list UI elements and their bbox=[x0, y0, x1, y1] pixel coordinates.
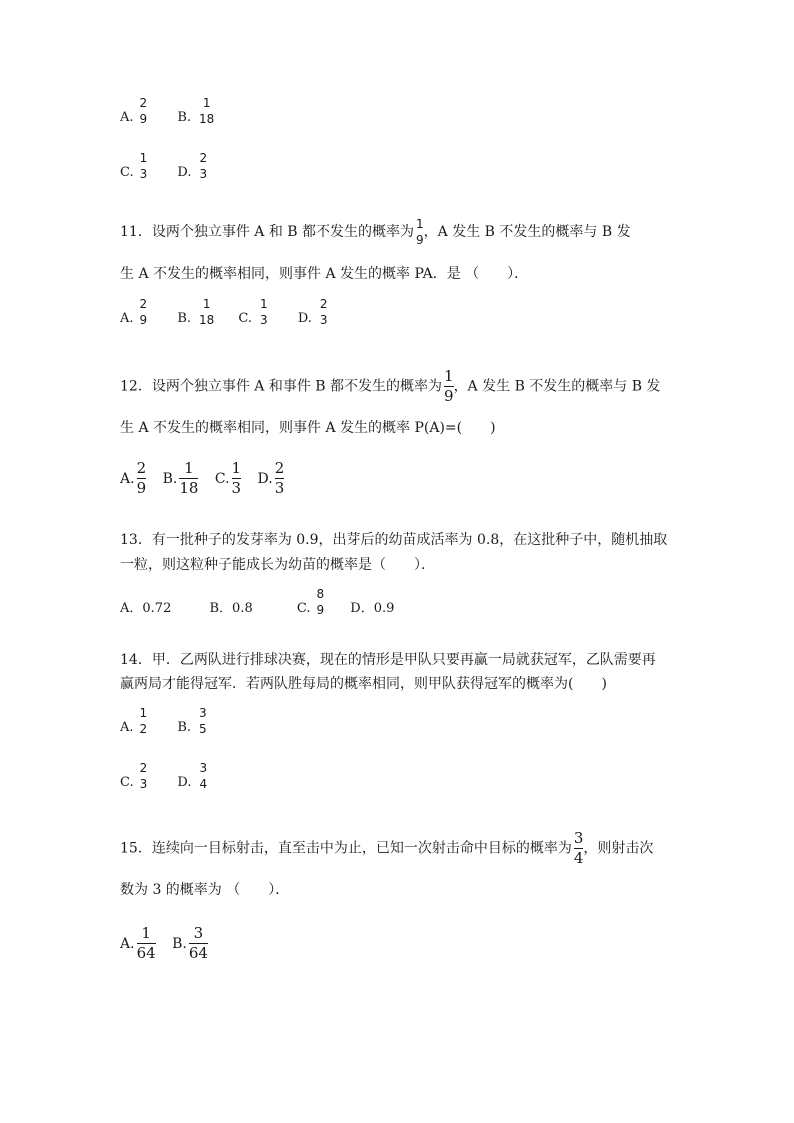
q13-option-b: B．0.8 bbox=[209, 601, 253, 616]
fraction: 1 18 bbox=[199, 297, 215, 327]
q10-options-row1 bbox=[120, 97, 214, 141]
q13-options bbox=[120, 588, 394, 632]
fraction: 1 18 bbox=[199, 96, 215, 126]
q14-option-b: B. 3 5 bbox=[177, 706, 207, 736]
q15-stem-line2: 数为 3 的概率为 （ ）． bbox=[120, 882, 290, 898]
q13-option-a: A．0.72 bbox=[120, 601, 172, 616]
q14-options-row1 bbox=[120, 707, 207, 751]
q13-option-d: D．0.9 bbox=[350, 601, 395, 616]
q14-stem-line2: 赢两局才能得冠军．若两队胜每局的概率相同，则甲队获得冠军的概率为( ) bbox=[120, 676, 607, 692]
fraction: 1 2 bbox=[139, 706, 148, 736]
q14-option-a: A. 1 2 bbox=[120, 706, 148, 736]
q15-option-b: B. $\frac{3}{64}$ bbox=[172, 924, 208, 962]
fraction: 1 3 bbox=[260, 297, 268, 327]
q15-option-a: A. $\frac{1}{64}$ bbox=[120, 924, 156, 962]
q10-option-c: C. 1 3 bbox=[120, 151, 148, 181]
fraction: 2 3 bbox=[139, 761, 148, 791]
q13-option-c: C. 8 9 bbox=[296, 587, 325, 617]
q15-options bbox=[120, 925, 208, 962]
q12-option-c: C. $\frac{1}{3}$ bbox=[214, 459, 242, 497]
q11-option-d: D. 2 3 bbox=[297, 297, 328, 327]
q12-stem-line2: 生 A 不发生的概率相同，则事件 A 发生的概率 P(A)=( ) bbox=[120, 420, 496, 436]
fraction: 2 9 bbox=[139, 96, 148, 126]
fraction: $\frac{3}{64}$ bbox=[188, 924, 208, 962]
fraction: 3 4 bbox=[199, 761, 208, 791]
q11-stem-line1: 11．设两个独立事件 A 和 B 都不发生的概率为 1 9 ，A 发生 B 不发生的概率与 B 发 bbox=[120, 217, 631, 247]
fraction: 1 3 bbox=[139, 151, 148, 181]
fraction: $\frac{2}{9}$ bbox=[136, 459, 147, 497]
q10-options-row2 bbox=[120, 152, 207, 196]
fraction: $\frac{1}{9}$ bbox=[444, 367, 454, 405]
q14-option-c: C. 2 3 bbox=[120, 761, 148, 791]
q11-option-c: C. 1 3 bbox=[238, 297, 268, 327]
q13-stem-line2: 一粒，则这粒种子能成长为幼苗的概率是（ ）． bbox=[120, 557, 435, 573]
q10-option-b: B. 1 18 bbox=[177, 96, 215, 126]
q11-option-b: B. 1 18 bbox=[177, 297, 215, 327]
q10-option-d: D. 2 3 bbox=[177, 151, 208, 181]
q11-option-a: A. 2 9 bbox=[120, 297, 148, 327]
fraction: 2 3 bbox=[199, 151, 208, 181]
fraction: 8 9 bbox=[316, 587, 325, 617]
q11-options bbox=[120, 298, 328, 342]
q12-option-a: A. $\frac{2}{9}$ bbox=[120, 459, 147, 497]
q15-stem-line1: 15．连续向一目标射击，直至击中为止，已知一次射击命中目标的概率为 $\frac{3}{4}$ ，则射击次 bbox=[120, 829, 654, 867]
q12-options bbox=[120, 460, 284, 497]
fraction: $\frac{3}{4}$ bbox=[573, 829, 584, 867]
q11-stem-line2: 生 A 不发生的概率相同，则事件 A 发生的概率 PA．是 （ ）． bbox=[120, 266, 529, 282]
q12-stem-line1: 12．设两个独立事件 A 和事件 B 都不发生的概率为 $\frac{1}{9}$ ，A 发生 B 不发生的概率与 B 发 bbox=[120, 367, 661, 405]
fraction: $\frac{2}{3}$ bbox=[274, 459, 285, 497]
fraction: 2 9 bbox=[139, 297, 148, 327]
fraction: 2 3 bbox=[319, 297, 328, 327]
q10-option-a: A. 2 9 bbox=[120, 96, 148, 126]
fraction: 1 9 bbox=[416, 217, 424, 247]
q14-options-row2 bbox=[120, 762, 207, 806]
fraction: $\frac{1}{64}$ bbox=[136, 924, 156, 962]
fraction: $\frac{1}{18}$ bbox=[179, 459, 199, 497]
q12-option-d: D. $\frac{2}{3}$ bbox=[257, 459, 285, 497]
fraction: 3 5 bbox=[199, 706, 207, 736]
q13-stem-line1: 13．有一批种子的发芽率为 0.9，出芽后的幼苗成活率为 0.8，在这批种子中，随机抽取 bbox=[120, 532, 668, 548]
q14-stem-line1: 14．甲．乙两队进行排球决赛，现在的情形是甲队只要再赢一局就获冠军，乙队需要再 bbox=[120, 652, 656, 668]
q12-option-b: B. $\frac{1}{18}$ bbox=[162, 459, 199, 497]
fraction: $\frac{1}{3}$ bbox=[231, 459, 242, 497]
q14-option-d: D. 3 4 bbox=[177, 761, 208, 791]
